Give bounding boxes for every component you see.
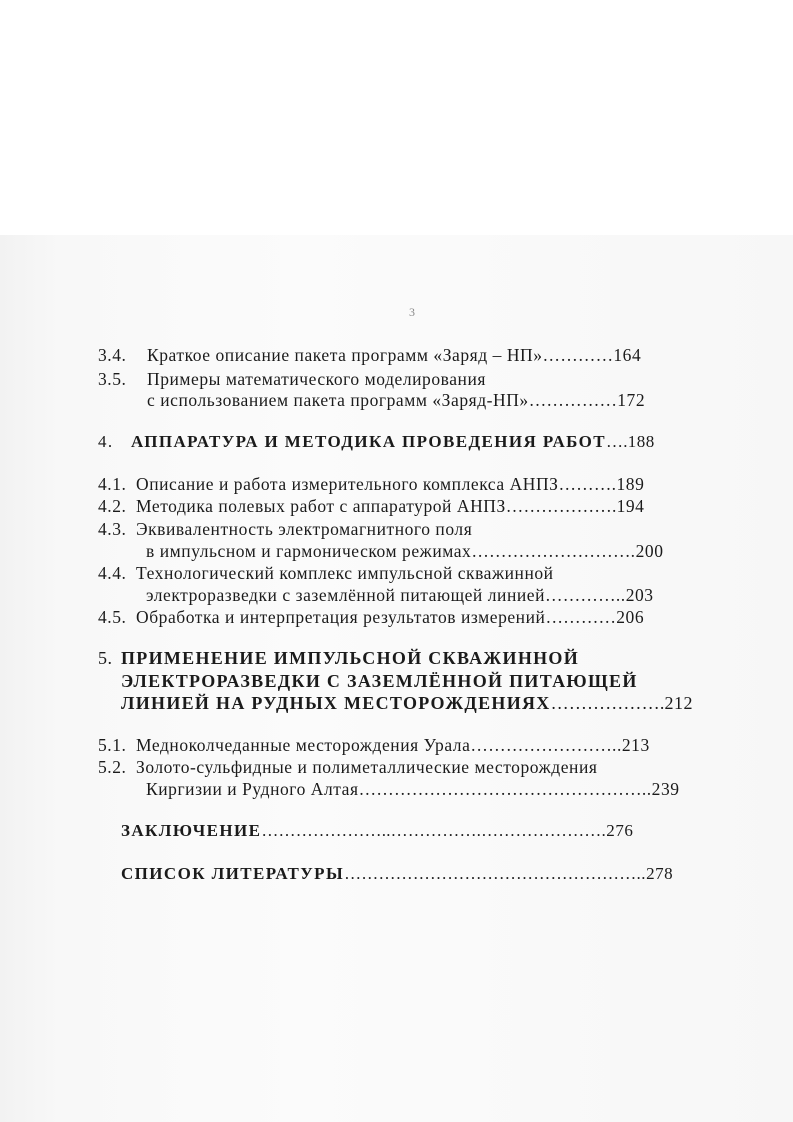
toc-title: Примеры математического моделирования — [147, 369, 486, 389]
toc-entry-3-5[interactable] — [98, 369, 486, 389]
toc-number: 3.5. — [98, 369, 127, 389]
toc-entry-4-3-cont[interactable] — [146, 541, 664, 561]
toc-leader: ………… — [545, 585, 616, 605]
toc-title: Обработка и интерпретация результатов измерений — [136, 607, 546, 627]
toc-entry-4-4-cont[interactable] — [146, 585, 654, 605]
toc-title: электроразведки с заземлённой питающей линией — [146, 585, 546, 605]
toc-title: ЛИНИЕЙ НА РУДНЫХ МЕСТОРОЖДЕНИЯХ — [121, 693, 551, 713]
toc-entry-5-2[interactable] — [98, 757, 597, 777]
toc-page: ..239 — [641, 779, 680, 799]
toc-number: 4.2. — [98, 496, 127, 516]
toc-page: ..278 — [636, 864, 674, 883]
toc-title: Методика полевых работ с аппаратурой АНПЗ — [136, 496, 506, 516]
toc-title: ЗАКЛЮЧЕНИЕ — [121, 821, 262, 840]
toc-number: 5. — [98, 648, 113, 668]
toc-title: с использованием пакета программ «Заряд-НП» — [147, 390, 529, 410]
toc-leader: …………………… — [470, 735, 613, 755]
toc-number: 4.5. — [98, 607, 127, 627]
toc-chapter-5-line-2[interactable] — [121, 671, 638, 691]
toc-references[interactable] — [121, 864, 673, 884]
toc-leader: …. — [606, 432, 628, 451]
toc-leader: ……… — [558, 474, 612, 494]
toc-title: Краткое описание пакета программ «Заряд – НП» — [147, 345, 543, 365]
toc-entry-3-5-cont[interactable] — [147, 390, 645, 410]
toc-page: .200 — [630, 541, 664, 561]
toc-number: 4. — [98, 432, 114, 451]
toc-leader: …………………..…………….………………… — [261, 821, 602, 840]
toc-page: ..203 — [615, 585, 654, 605]
toc-entry-4-3[interactable] — [98, 519, 472, 539]
toc-entry-4-2[interactable] — [98, 496, 644, 516]
toc-leader: …………… — [528, 390, 618, 410]
toc-title: ПРИМЕНЕНИЕ ИМПУЛЬСНОЙ СКВАЖИННОЙ — [121, 648, 580, 668]
toc-title: Эквивалентность электромагнитного поля — [136, 519, 473, 539]
toc-page: .189 — [611, 474, 645, 494]
toc-number: 4.1. — [98, 474, 127, 494]
toc-leader: ………… — [545, 607, 617, 627]
toc-number: 4.4. — [98, 563, 127, 583]
toc-number: 5.1. — [98, 735, 127, 755]
toc-page: ..213 — [612, 735, 650, 755]
toc-page: 188 — [627, 432, 655, 451]
toc-title: АППАРАТУРА И МЕТОДИКА ПРОВЕДЕНИЯ РАБОТ — [131, 432, 607, 451]
toc-page: 164 — [613, 345, 642, 365]
toc-title: Золото-сульфидные и полиметаллические месторождения — [136, 757, 598, 777]
toc-leader: ………………………………………… — [358, 779, 642, 799]
page-number: 3 — [409, 305, 415, 319]
toc-chapter-4[interactable] — [98, 432, 655, 452]
toc-title: Описание и работа измерительного комплекса АНПЗ — [136, 474, 559, 494]
toc-entry-4-5[interactable] — [98, 607, 644, 627]
toc-leader: ………………. — [550, 693, 665, 713]
toc-chapter-5-line-3[interactable] — [121, 693, 693, 713]
toc-title: СПИСОК ЛИТЕРАТУРЫ — [121, 864, 345, 883]
toc-entry-5-2-cont[interactable] — [146, 779, 680, 799]
toc-number: 5.2. — [98, 757, 127, 777]
toc-page: 206 — [616, 607, 645, 627]
toc-title: Технологический комплекс импульсной скважинной — [136, 563, 554, 583]
toc-entry-5-1[interactable] — [98, 735, 650, 755]
toc-title: Киргизии и Рудного Алтая — [146, 779, 359, 799]
toc-number: 4.3. — [98, 519, 127, 539]
toc-conclusion[interactable] — [121, 821, 633, 841]
toc-entry-3-4[interactable] — [98, 345, 641, 365]
toc-leader: ……………………… — [471, 541, 631, 561]
toc-title: ЭЛЕКТРОРАЗВЕДКИ С ЗАЗЕМЛЁННОЙ ПИТАЮЩЕЙ — [121, 671, 638, 691]
toc-leader: ………… — [542, 345, 614, 365]
toc-entry-4-4[interactable] — [98, 563, 554, 583]
toc-page: 212 — [664, 693, 694, 713]
toc-title: Медноколчеданные месторождения Урала — [136, 735, 471, 755]
toc-page: 172 — [617, 390, 646, 410]
toc-entry-4-1[interactable] — [98, 474, 644, 494]
toc-page: 194 — [616, 496, 645, 516]
toc-leader: …………………………………………… — [344, 864, 637, 883]
toc-title: в импульсном и гармоническом режимах — [146, 541, 472, 561]
toc-chapter-5[interactable] — [98, 648, 579, 668]
toc-leader: ………………. — [505, 496, 617, 516]
toc-page: .276 — [601, 821, 634, 840]
toc-number: 3.4. — [98, 345, 127, 365]
